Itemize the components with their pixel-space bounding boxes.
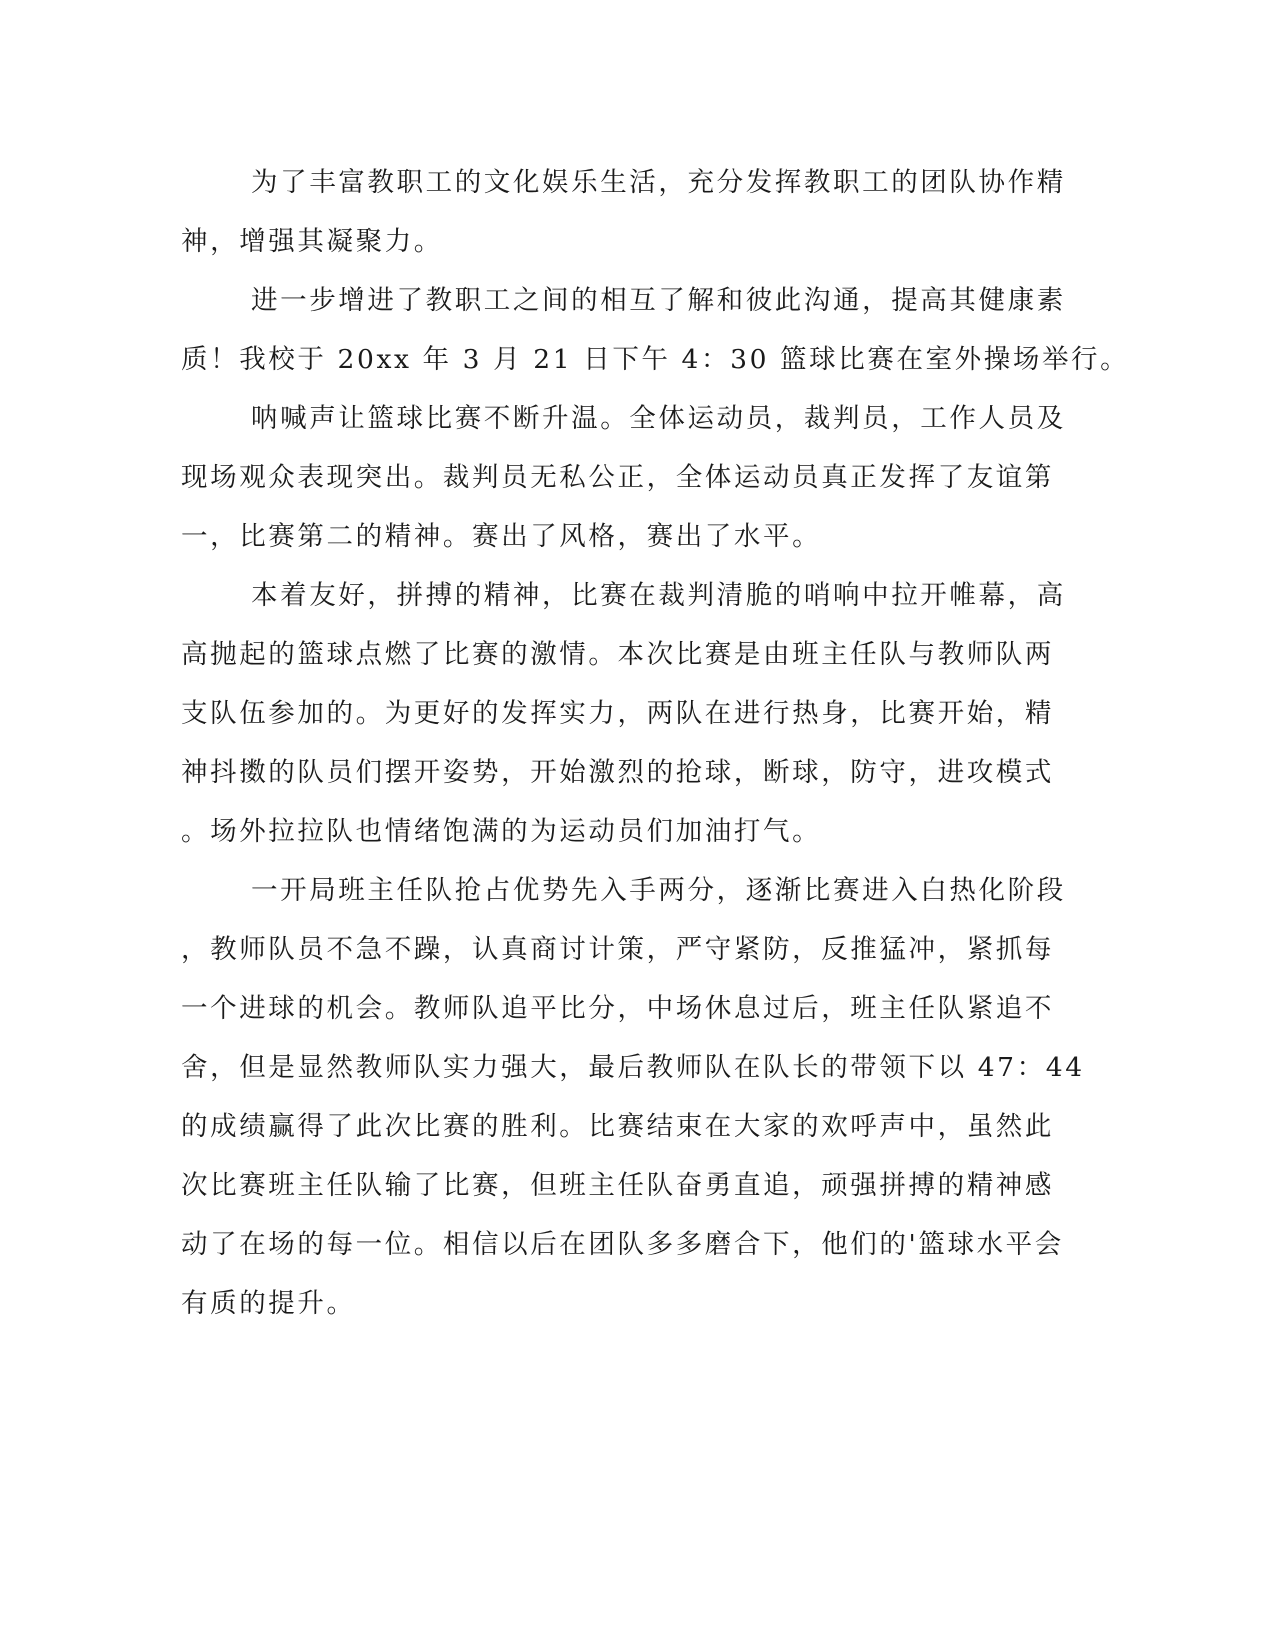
paragraph-line: 质！我校于 20xx 年 3 月 21 日下午 4：30 篮球比赛在室外操场举行。 (181, 344, 1130, 375)
paragraph-line: ，教师队员不急不躁，认真商讨计策，严守紧防，反推猛冲，紧抓每 (181, 934, 1054, 965)
paragraph-line: 进一步增进了教职工之间的相互了解和彼此沟通，提高其健康素 (251, 285, 1066, 316)
paragraph-line: 高抛起的篮球点燃了比赛的激情。本次比赛是由班主任队与教师队两 (181, 639, 1054, 670)
paragraph-1 (181, 153, 1066, 271)
paragraph-2 (181, 271, 1130, 389)
paragraph-line: 本着友好，拼搏的精神，比赛在裁判清脆的哨响中拉开帷幕，高 (251, 580, 1066, 611)
paragraph-line: 呐喊声让篮球比赛不断升温。全体运动员，裁判员，工作人员及 (251, 403, 1066, 434)
paragraph-line: 的成绩赢得了此次比赛的胜利。比赛结束在大家的欢呼声中，虽然此 (181, 1111, 1054, 1142)
document-body (181, 153, 1130, 1333)
paragraph-line: 次比赛班主任队输了比赛，但班主任队奋勇直追，顽强拼搏的精神感 (181, 1170, 1054, 1201)
paragraph-line: 舍，但是显然教师队实力强大，最后教师队在队长的带领下以 47：44 (181, 1052, 1085, 1083)
paragraph-line: 一开局班主任队抢占优势先入手两分，逐渐比赛进入白热化阶段 (251, 875, 1066, 906)
paragraph-line: 。场外拉拉队也情绪饱满的为运动员们加油打气。 (181, 816, 822, 847)
paragraph-line: 支队伍参加的。为更好的发挥实力，两队在进行热身，比赛开始，精 (181, 698, 1054, 729)
paragraph-line: 神，增强其凝聚力。 (181, 226, 443, 257)
paragraph-line: 现场观众表现突出。裁判员无私公正，全体运动员真正发挥了友谊第 (181, 462, 1054, 493)
paragraph-5 (181, 861, 1085, 1333)
paragraph-line: 一个进球的机会。教师队追平比分，中场休息过后，班主任队紧追不 (181, 993, 1054, 1024)
paragraph-line: 为了丰富教职工的文化娱乐生活，充分发挥教职工的团队协作精 (251, 167, 1066, 198)
paragraph-line: 一，比赛第二的精神。赛出了风格，赛出了水平。 (181, 521, 822, 552)
paragraph-4 (181, 566, 1066, 861)
paragraph-line: 神抖擞的队员们摆开姿势，开始激烈的抢球，断球，防守，进攻模式 (181, 757, 1054, 788)
paragraph-3 (181, 389, 1066, 566)
paragraph-line: 有质的提升。 (181, 1288, 356, 1319)
paragraph-line: 动了在场的每一位。相信以后在团队多多磨合下，他们的'篮球水平会 (181, 1229, 1064, 1260)
